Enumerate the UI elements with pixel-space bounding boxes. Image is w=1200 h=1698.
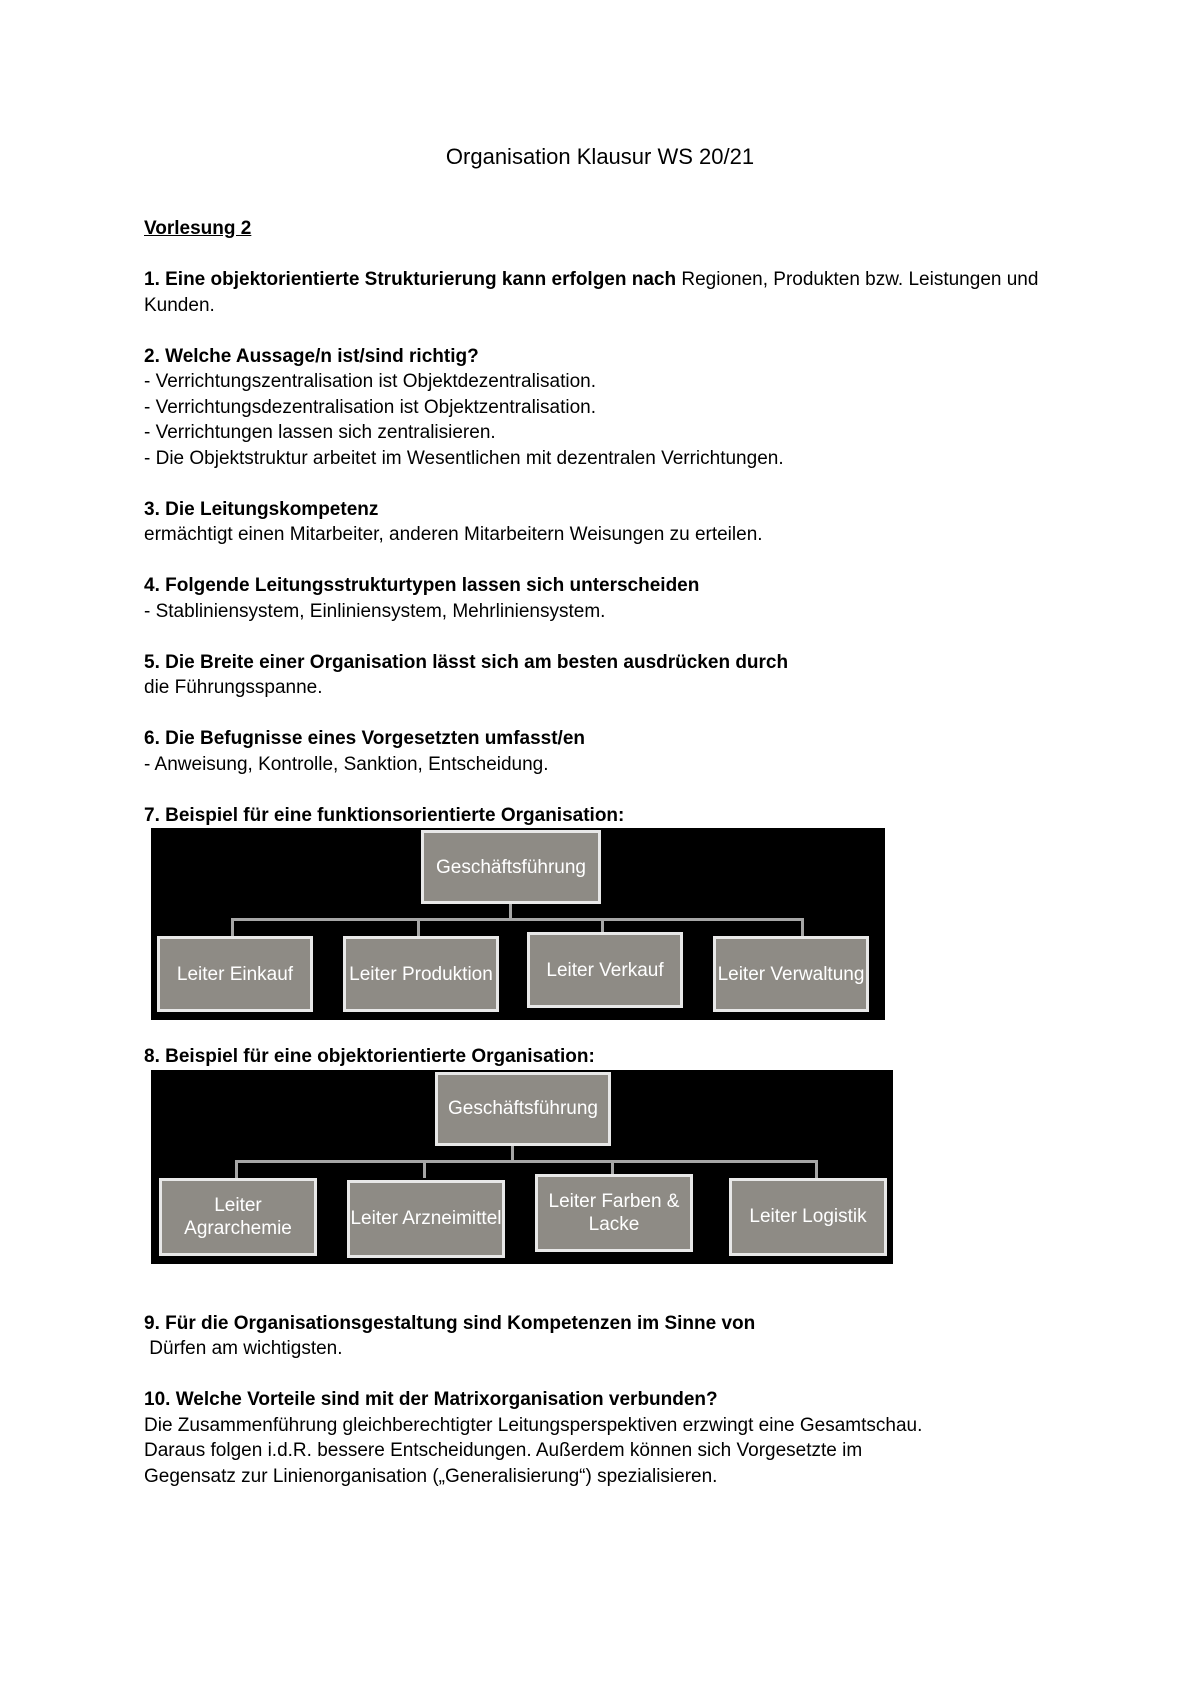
connector-line bbox=[235, 1160, 817, 1163]
question-1-answer: Regionen, Produkten bzw. Leistungen und Kunden. bbox=[144, 269, 1039, 316]
question-1-title: 1. Eine objektorientierte Strukturierung kann erfolgen nach bbox=[144, 269, 677, 290]
question-9-answer: Dürfen am wichtigsten. bbox=[144, 1338, 343, 1359]
org-box-child: Leiter Verkauf bbox=[527, 932, 683, 1008]
connector-line bbox=[423, 1160, 426, 1178]
org-box-child: Leiter Agrarchemie bbox=[159, 1178, 317, 1256]
question-9-title: 9. Für die Organisationsgestaltung sind Kompetenzen im Sinne von bbox=[144, 1312, 756, 1334]
document-body bbox=[144, 216, 1084, 1489]
answer-line: Daraus folgen i.d.R. bessere Entscheidungen. Außerdem können sich Vorgesetzte im bbox=[144, 1440, 863, 1461]
question-2-title: 2. Welche Aussage/n ist/sind richtig? bbox=[144, 345, 479, 367]
connector-line bbox=[601, 918, 604, 932]
question-6-title: 6. Die Befugnisse eines Vorgesetzten umfasst/en bbox=[144, 728, 586, 749]
org-box-child: Leiter Einkauf bbox=[157, 936, 313, 1012]
question-4-answer: - Stabliniensystem, Einliniensystem, Mehrliniensystem. bbox=[144, 600, 606, 622]
question-2 bbox=[144, 344, 1084, 472]
org-box-child: Leiter Verwaltung bbox=[713, 936, 869, 1012]
org-box-child: Leiter Logistik bbox=[729, 1178, 887, 1256]
question-1 bbox=[144, 267, 1084, 318]
question-5-title: 5. Die Breite einer Organisation lässt sich am besten ausdrücken durch bbox=[144, 651, 789, 673]
org-box-top: Geschäftsführung bbox=[421, 830, 601, 904]
question-8 bbox=[144, 1044, 1084, 1264]
connector-line bbox=[231, 918, 803, 921]
question-6-answer: - Anweisung, Kontrolle, Sanktion, Entscheidung. bbox=[144, 753, 549, 775]
question-5 bbox=[144, 650, 1084, 701]
org-chart-object bbox=[151, 1070, 893, 1264]
org-box-child: Leiter Farben & Lacke bbox=[535, 1174, 693, 1252]
connector-line bbox=[801, 918, 804, 936]
question-3-answer: ermächtigt einen Mitarbeiter, anderen Mitarbeitern Weisungen zu erteilen. bbox=[144, 524, 763, 545]
question-3-title: 3. Die Leitungskompetenz bbox=[144, 498, 379, 520]
question-6 bbox=[144, 726, 1084, 777]
question-5-answer: die Führungsspanne. bbox=[144, 677, 323, 698]
answer-line: Die Zusammenführung gleichberechtigter Leitungsperspektiven erzwingt eine Gesamtschau. bbox=[144, 1414, 923, 1436]
connector-line bbox=[611, 1160, 614, 1174]
question-10-title: 10. Welche Vorteile sind mit der Matrixorganisation verbunden? bbox=[144, 1389, 718, 1410]
org-box-top: Geschäftsführung bbox=[435, 1072, 611, 1146]
answer-line: - Die Objektstruktur arbeitet im Wesentlichen mit dezentralen Verrichtungen. bbox=[144, 447, 784, 469]
document-title: Organisation Klausur WS 20/21 bbox=[445, 144, 755, 169]
answer-line: - Verrichtungen lassen sich zentralisieren. bbox=[144, 422, 496, 443]
question-7-title: 7. Beispiel für eine funktionsorientierte Organisation: bbox=[144, 804, 625, 826]
answer-line: - Verrichtungszentralisation ist Objektdezentralisation. bbox=[144, 371, 597, 392]
answer-line: - Verrichtungsdezentralisation ist Objektzentralisation. bbox=[144, 396, 597, 418]
question-4 bbox=[144, 573, 1084, 624]
question-7 bbox=[144, 803, 1084, 1021]
org-box-child: Leiter Produktion bbox=[343, 936, 499, 1012]
org-chart-functional bbox=[151, 828, 885, 1020]
connector-line bbox=[815, 1160, 818, 1178]
connector-line bbox=[235, 1160, 238, 1178]
connector-line bbox=[417, 918, 420, 936]
connector-line bbox=[231, 918, 234, 936]
org-box-child: Leiter Arzneimittel bbox=[347, 1180, 505, 1258]
question-4-title: 4. Folgende Leitungsstrukturtypen lassen sich unterscheiden bbox=[144, 575, 700, 596]
question-3 bbox=[144, 497, 1084, 548]
section-heading: Vorlesung 2 bbox=[144, 218, 252, 239]
answer-line: Gegensatz zur Linienorganisation („Generalisierung“) spezialisieren. bbox=[144, 1465, 718, 1487]
question-9 bbox=[144, 1311, 1084, 1362]
question-10 bbox=[144, 1387, 1084, 1489]
question-8-title: 8. Beispiel für eine objektorientierte Organisation: bbox=[144, 1046, 595, 1067]
